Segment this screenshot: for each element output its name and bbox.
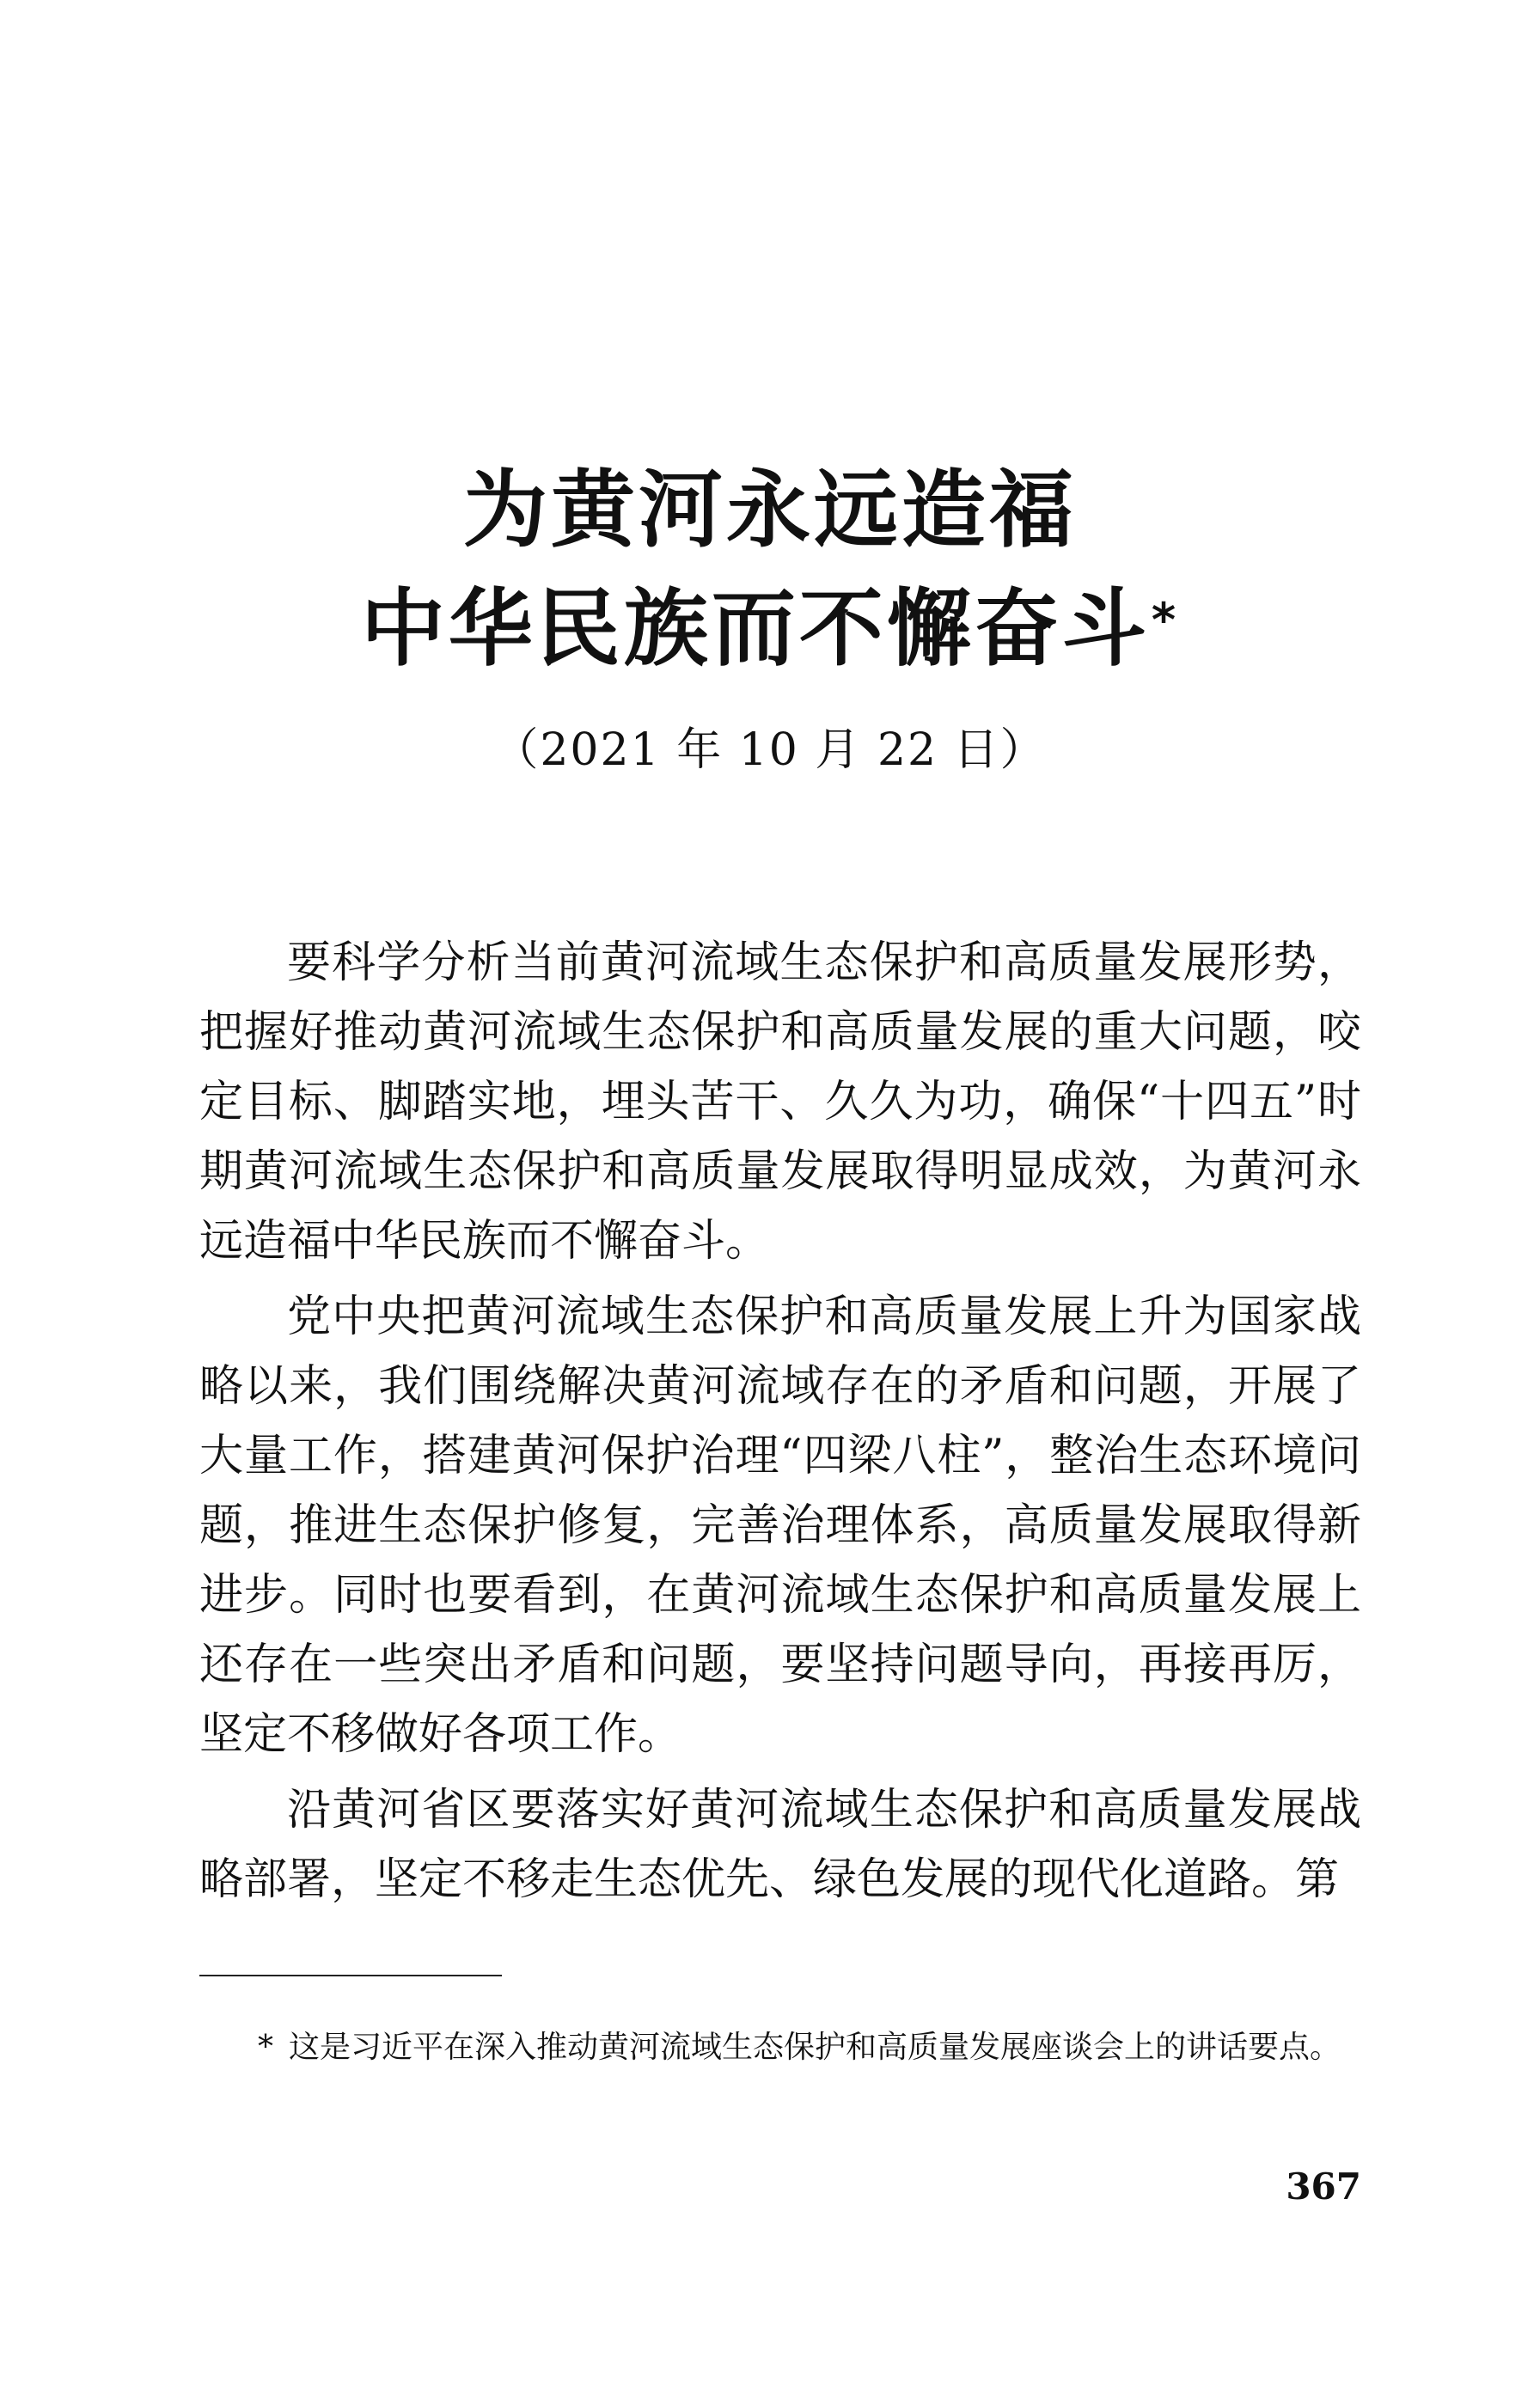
footnote-divider xyxy=(199,1975,502,1976)
footnote xyxy=(258,2026,1361,2069)
footnote-mark: * xyxy=(258,2030,273,2065)
paragraph-1: 要科学分析当前黄河流域生态保护和高质量发展形势，把握好推动黄河流域生态保护和高质量发展的重大问题，咬定目标、脚踏实地，埋头苦干、久久为功，确保“十四五”时期黄河流域生态保护和高质量发展取得明显成效，为黄河永远造福中华民族而不懈奋斗。 xyxy=(199,938,1361,1267)
title-line-2-text: 中华民族而不懈奋斗 xyxy=(360,580,1150,678)
title-line-2 xyxy=(0,570,1540,688)
article-date: （2021 年 10 月 22 日） xyxy=(493,724,1047,776)
paragraph-2: 党中央把黄河流域生态保护和高质量发展上升为国家战略以来，我们围绕解决黄河流域存在的矛盾和问题，开展了大量工作，搭建黄河保护治理“四梁八柱”，整治生态环境问题，推进生态保护修复，完善治理体系，高质量发展取得新进步。同时也要看到，在黄河流域生态保护和高质量发展上还存在一些突出矛盾和问题，要坚持问题导向，再接再厉，坚定不移做好各项工作。 xyxy=(199,1292,1361,1760)
title-line-1: 为黄河永远造福 xyxy=(462,461,1077,559)
title-footnote-mark: * xyxy=(1151,593,1180,647)
article-body xyxy=(199,928,1361,1921)
page-number: 367 xyxy=(1286,2165,1361,2208)
footnote-text: 这是习近平在深入推动黄河流域生态保护和高质量发展座谈会上的讲话要点。 xyxy=(289,2030,1341,2065)
paragraph-3: 沿黄河省区要落实好黄河流域生态保护和高质量发展战略部署，坚定不移走生态优先、绿色发展的现代化道路。第 xyxy=(199,1785,1361,1905)
article-title xyxy=(0,451,1540,688)
